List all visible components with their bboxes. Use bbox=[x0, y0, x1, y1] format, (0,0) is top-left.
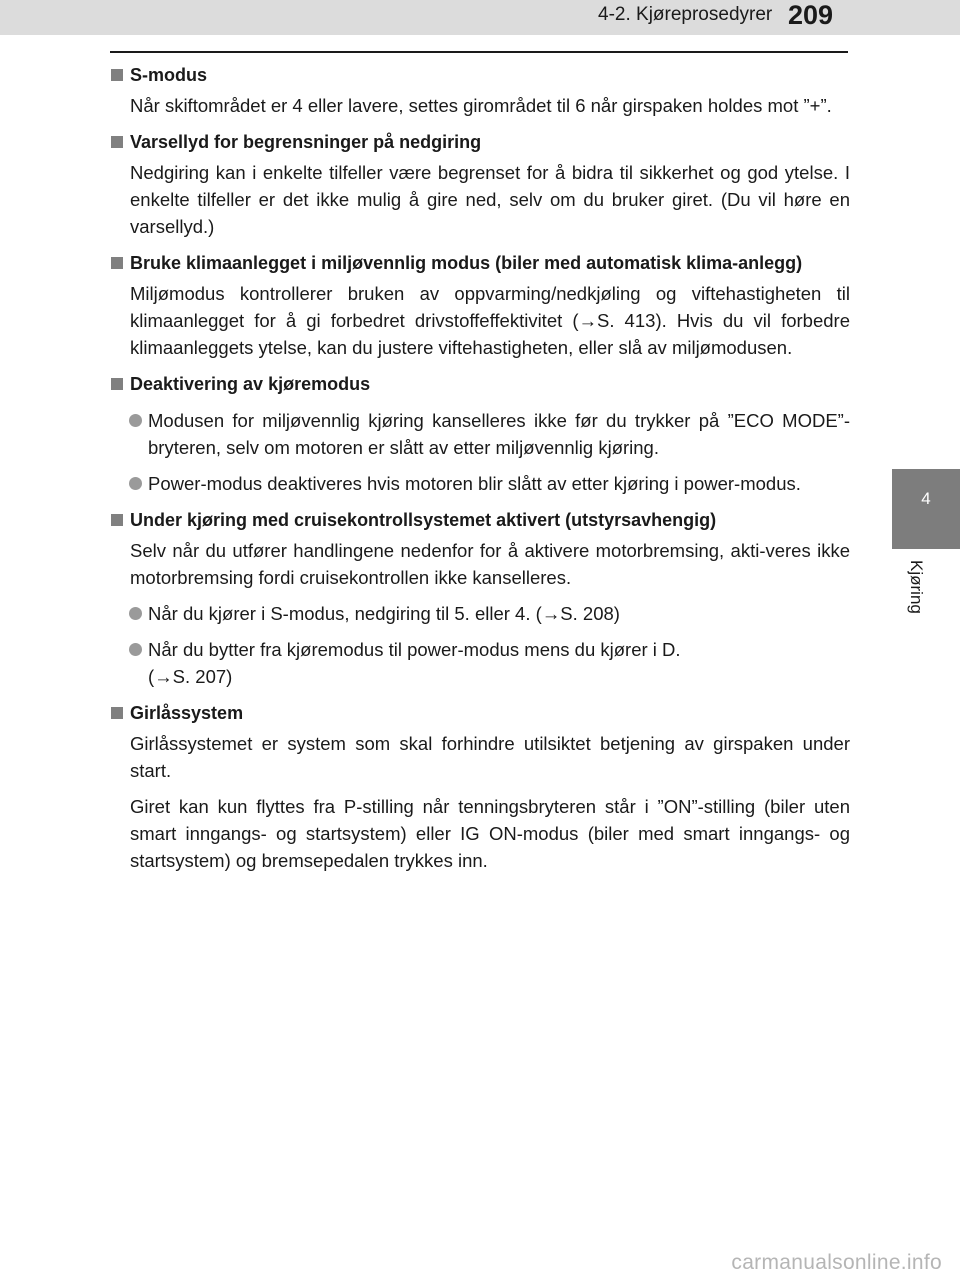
arrow-right-icon: → bbox=[154, 666, 173, 687]
header-section-title: 4-2. Kjøreprosedyrer bbox=[598, 4, 773, 25]
arrow-right-icon: → bbox=[541, 603, 561, 624]
square-bullet-icon bbox=[111, 378, 123, 390]
list-item: Modusen for miljøvennlig kjøring kanselleres ikke før du trykker på ”ECO MODE”-bryteren, selv om motoren er slått av etter miljøvennlig kjøring. bbox=[108, 407, 850, 461]
paragraph: Girlåssystemet er system som skal forhindre utilsiktet betjening av girspaken under start. bbox=[130, 733, 850, 781]
section-title-deaktivering: Deaktivering av kjøremodus bbox=[108, 371, 850, 398]
arrow-right-icon: → bbox=[578, 310, 597, 331]
circle-bullet-icon bbox=[129, 414, 142, 427]
section-title-girlas: Girlåssystem bbox=[108, 700, 850, 727]
page-reference-link[interactable]: S. 208 bbox=[560, 603, 614, 624]
circle-bullet-icon bbox=[129, 643, 142, 656]
page-reference-link[interactable]: S. 413 bbox=[597, 310, 656, 331]
page-content bbox=[108, 62, 850, 874]
chapter-tab-number: 4 bbox=[921, 489, 931, 508]
list-item: Når du bytter fra kjøremodus til power-modus mens du kjører i D. (→S. 207) bbox=[108, 636, 850, 690]
square-bullet-icon bbox=[111, 136, 123, 148]
section-title-klima: Bruke klimaanlegget i miljøvennlig modus (biler med automatisk klima-anlegg) bbox=[108, 250, 850, 277]
watermark: carmanualsonline.info bbox=[731, 1251, 942, 1274]
paragraph: Selv når du utfører handlingene nedenfor for å aktivere motorbremsing, akti-veres ikke motorbremsing fordi cruisekontrollen ikke kanselleres. bbox=[130, 540, 850, 588]
paragraph: Når skiftområdet er 4 eller lavere, settes girområdet til 6 når girspaken holdes mot ”+”. bbox=[130, 95, 832, 116]
header-rule bbox=[110, 51, 848, 53]
list-item: Power-modus deaktiveres hvis motoren blir slått av etter kjøring i power-modus. bbox=[108, 470, 850, 497]
square-bullet-icon bbox=[111, 707, 123, 719]
chapter-tab-label-wrap bbox=[895, 560, 957, 670]
chapter-tab-label: Kjøring bbox=[907, 560, 926, 614]
page-header-bar bbox=[0, 0, 960, 35]
chapter-tab bbox=[892, 469, 960, 549]
square-bullet-icon bbox=[111, 257, 123, 269]
section-title-cruise: Under kjøring med cruisekontrollsystemet aktivert (utstyrsavhengig) bbox=[108, 507, 850, 534]
page-number: 209 bbox=[788, 0, 834, 30]
list-item: Når du kjører i S-modus, nedgiring til 5. eller 4. (→S. 208) bbox=[108, 600, 850, 627]
circle-bullet-icon bbox=[129, 607, 142, 620]
page-reference-link[interactable]: S. 207 bbox=[172, 666, 227, 687]
paragraph: Nedgiring kan i enkelte tilfeller være begrenset for å bidra til sikkerhet og god ytelse. I enkelte tilfeller er det ikke mulig å gire ned, selv om du bruker giret. (Du vil høre en varsellyd.) bbox=[130, 162, 850, 237]
paragraph: Giret kan kun flyttes fra P-stilling når tenningsbryteren står i ”ON”-stilling (biler uten smart inngangs- og startsystem) eller IG ON-modus (biler med smart inngangs- og startsystem) og bremsepedalen trykkes inn. bbox=[130, 796, 850, 871]
section-title-varsellyd: Varsellyd for begrensninger på nedgiring bbox=[108, 129, 850, 156]
square-bullet-icon bbox=[111, 514, 123, 526]
section-title-s-modus: S-modus bbox=[108, 62, 850, 89]
square-bullet-icon bbox=[111, 69, 123, 81]
paragraph: Miljømodus kontrollerer bruken av oppvarming/nedkjøling og viftehastigheten til klimaanlegget for å gi forbedret drivstoffeffektivitet (→S. 413). Hvis du vil forbedre klimaanleggets ytelse, kan du justere viftehastigheten, eller slå av miljømodusen. bbox=[130, 283, 850, 358]
circle-bullet-icon bbox=[129, 477, 142, 490]
